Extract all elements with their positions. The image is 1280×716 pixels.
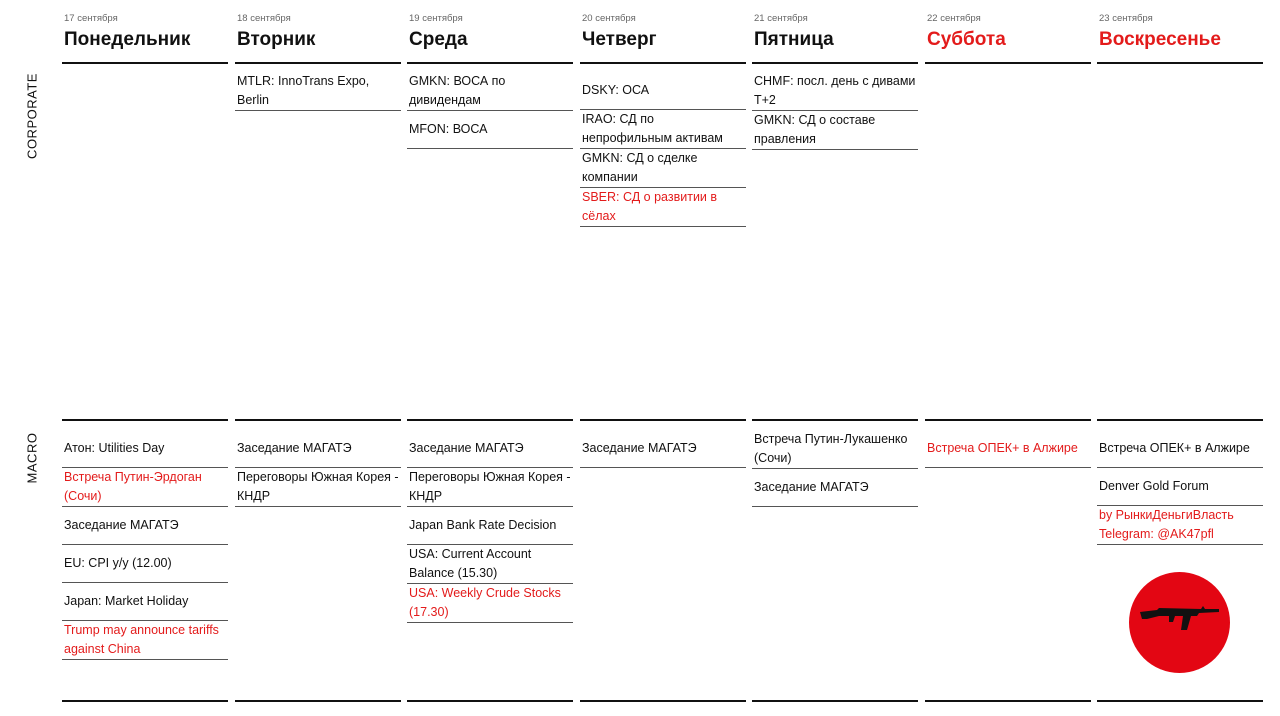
- divider-rule: [1097, 419, 1263, 421]
- corporate-events: [235, 72, 401, 111]
- event-item: MFON: ВОСА: [407, 111, 573, 149]
- day-name: Пятница: [754, 29, 834, 50]
- event-item: MTLR: InnoTrans Expo, Berlin: [235, 72, 401, 111]
- day-date: 20 сентября: [582, 13, 636, 24]
- divider-rule: [62, 62, 228, 64]
- divider-rule: [925, 62, 1091, 64]
- macro-events: [62, 430, 228, 660]
- day-date: 17 сентября: [64, 13, 118, 24]
- divider-rule: [925, 700, 1091, 702]
- divider-rule: [1097, 700, 1263, 702]
- event-item: DSKY: ОСА: [580, 72, 746, 110]
- event-item: GMKN: СД о составе правления: [752, 111, 918, 150]
- day-name: Четверг: [582, 29, 657, 50]
- event-item: Denver Gold Forum: [1097, 468, 1263, 506]
- event-item: Заседание МАГАТЭ: [62, 507, 228, 545]
- event-item: Атон: Utilities Day: [62, 430, 228, 468]
- corporate-events: [580, 72, 746, 227]
- event-item: Встреча Путин-Лукашенко (Сочи): [752, 430, 918, 469]
- event-item: by РынкиДеньгиВласть Telegram: @AK47pfl: [1097, 506, 1263, 545]
- macro-events: [1097, 430, 1263, 545]
- day-date: 22 сентября: [927, 13, 981, 24]
- event-item: Japan Bank Rate Decision: [407, 507, 573, 545]
- divider-rule: [580, 700, 746, 702]
- day-date: 18 сентября: [237, 13, 291, 24]
- rifle-icon: [1139, 600, 1221, 642]
- event-item: Заседание МАГАТЭ: [407, 430, 573, 468]
- divider-rule: [235, 62, 401, 64]
- day-name: Суббота: [927, 29, 1006, 50]
- macro-events: [407, 430, 573, 623]
- divider-rule: [62, 700, 228, 702]
- divider-rule: [752, 62, 918, 64]
- day-name: Среда: [409, 29, 468, 50]
- divider-rule: [62, 419, 228, 421]
- event-item: Переговоры Южная Корея - КНДР: [235, 468, 401, 507]
- divider-rule: [407, 62, 573, 64]
- divider-rule: [1097, 62, 1263, 64]
- event-item: IRAO: СД по непрофильным активам: [580, 110, 746, 149]
- event-item: GMKN: ВОСА по дивидендам: [407, 72, 573, 111]
- event-item: Japan: Market Holiday: [62, 583, 228, 621]
- day-name: Вторник: [237, 29, 316, 50]
- section-label-corporate: CORPORATE: [24, 73, 40, 159]
- event-item: EU: CPI y/y (12.00): [62, 545, 228, 583]
- day-name: Понедельник: [64, 29, 191, 50]
- day-name: Воскресенье: [1099, 29, 1221, 50]
- event-item: GMKN: СД о сделке компании: [580, 149, 746, 188]
- event-item: Встреча ОПЕК+ в Алжире: [925, 430, 1091, 468]
- section-label-macro: MACRO: [24, 432, 40, 484]
- macro-events: [925, 430, 1091, 468]
- event-item: CHMF: посл. день с дивами T+2: [752, 72, 918, 111]
- day-date: 23 сентября: [1099, 13, 1153, 24]
- event-item: Встреча Путин-Эрдоган (Сочи): [62, 468, 228, 507]
- logo: [1129, 572, 1230, 673]
- event-item: Заседание МАГАТЭ: [580, 430, 746, 468]
- event-item: USA: Weekly Crude Stocks (17.30): [407, 584, 573, 623]
- day-date: 19 сентября: [409, 13, 463, 24]
- corporate-events: [752, 72, 918, 150]
- day-date: 21 сентября: [754, 13, 808, 24]
- event-item: Заседание МАГАТЭ: [235, 430, 401, 468]
- divider-rule: [235, 419, 401, 421]
- event-item: Переговоры Южная Корея - КНДР: [407, 468, 573, 507]
- event-item: USA: Current Account Balance (15.30): [407, 545, 573, 584]
- divider-rule: [925, 419, 1091, 421]
- corporate-events: [407, 72, 573, 149]
- divider-rule: [580, 62, 746, 64]
- event-item: SBER: СД о развитии в сёлах: [580, 188, 746, 227]
- event-item: Заседание МАГАТЭ: [752, 469, 918, 507]
- macro-events: [235, 430, 401, 507]
- divider-rule: [407, 419, 573, 421]
- divider-rule: [752, 700, 918, 702]
- divider-rule: [752, 419, 918, 421]
- divider-rule: [235, 700, 401, 702]
- divider-rule: [580, 419, 746, 421]
- event-item: Trump may announce tariffs against China: [62, 621, 228, 660]
- divider-rule: [407, 700, 573, 702]
- event-item: Встреча ОПЕК+ в Алжире: [1097, 430, 1263, 468]
- macro-events: [752, 430, 918, 507]
- macro-events: [580, 430, 746, 468]
